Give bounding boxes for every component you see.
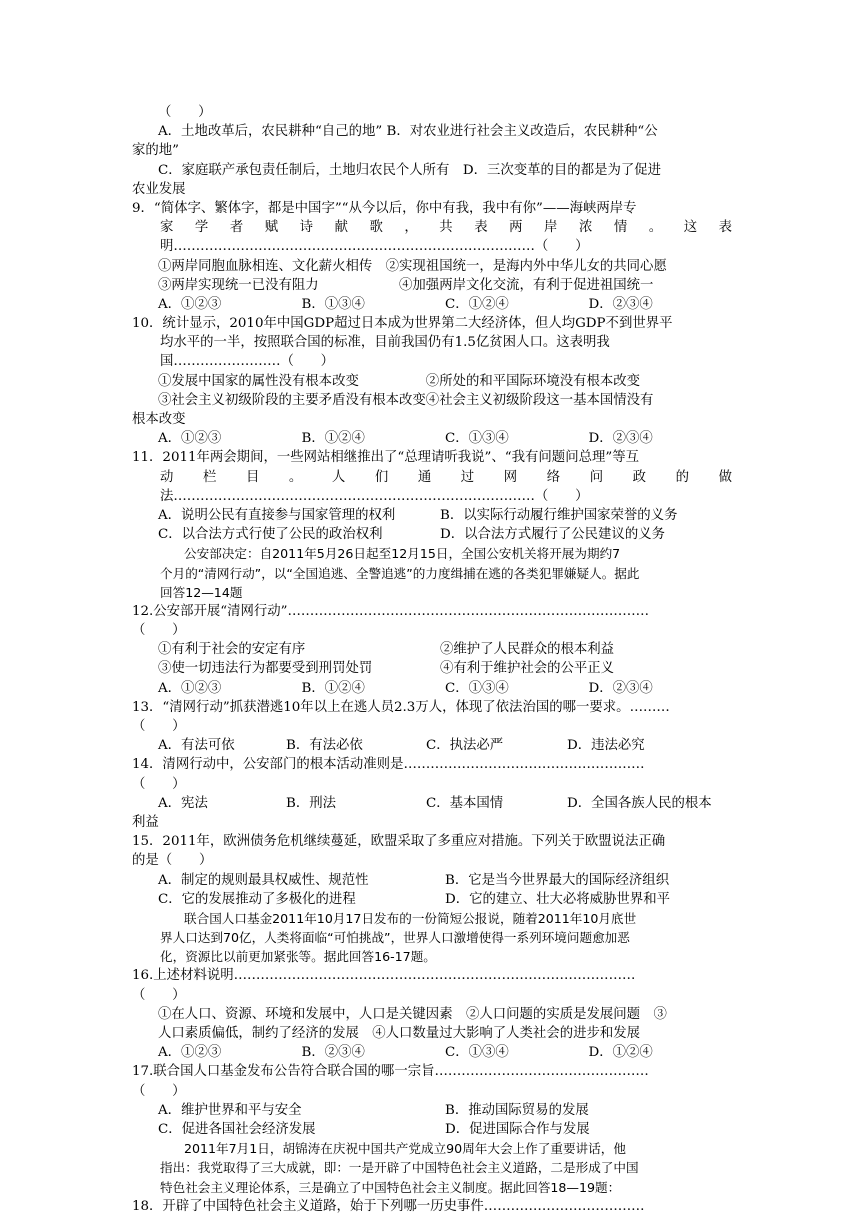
option-l34-3: D．违法必究 bbox=[567, 738, 645, 754]
option-l42-1: D．它的建立、壮大必将威胁世界和平 bbox=[445, 891, 670, 907]
text-line-l27: 12.公安部开展“清网行动”……………………………………………………………………… bbox=[132, 603, 650, 619]
exam-page bbox=[132, 103, 732, 1216]
text-line-l54 bbox=[132, 1120, 732, 1139]
text-line-l57: 特色社会主义理论体系，三是确立了中国特色社会主义制度。据此回答18—19题： bbox=[160, 1179, 621, 1195]
option-l37-1: B．刑法 bbox=[286, 795, 337, 811]
text-line-l46: 16.上述材料说明……………………………………………………………………………… bbox=[132, 968, 636, 984]
text-line-l11 bbox=[132, 295, 732, 314]
option-l11-3: D．②③④ bbox=[588, 296, 653, 312]
text-line-l08: 明………………………………………………………………………（ ） bbox=[160, 239, 589, 255]
option-l29-0: ①有利于社会的安定有序 bbox=[158, 642, 306, 658]
option-l50-0: A．①②③ bbox=[158, 1045, 222, 1061]
option-l11-0: A．①②③ bbox=[158, 296, 222, 312]
text-line-l35: 14．清网行动中，公安部门的根本活动准则是……………………………………………… bbox=[132, 757, 645, 773]
text-line-l44: 界人口达到70亿，人类将面临“可怕挑战”，世界人口激增使得一系列环境问题愈加恶 bbox=[160, 930, 630, 946]
option-l31-2: C．①③④ bbox=[445, 680, 509, 696]
text-line-l58: 18．开辟了中国特色社会主义道路，始于下列哪一历史事件……………………………… bbox=[132, 1198, 645, 1214]
text-line-l26: 回答12—14题 bbox=[160, 584, 243, 600]
text-line-l56: 指出：我党取得了三大成就，即：一是开辟了中国特色社会主义道路，二是形成了中国 bbox=[160, 1160, 639, 1176]
option-l22-0: A．说明公民有直接参与国家管理的权利 bbox=[158, 507, 396, 523]
option-l50-2: C．①③④ bbox=[445, 1045, 509, 1061]
option-l53-0: A．维护世界和平与安全 bbox=[158, 1102, 302, 1118]
text-line-l19: 11．2011年两会期间，一些网站相继推出了“总理请听我说”、“我有问题问总理”等互 bbox=[132, 450, 639, 466]
text-line-l10: ③两岸实现统一已没有阻力 ④加强两岸文化交流，有利于促进祖国统一 bbox=[158, 277, 654, 293]
text-line-l22 bbox=[132, 506, 732, 525]
option-l31-3: D．②③④ bbox=[588, 680, 653, 696]
text-line-l18 bbox=[132, 429, 732, 448]
option-l41-1: B．它是当今世界最大的国际经济组织 bbox=[445, 872, 670, 888]
option-l11-2: C．①②④ bbox=[445, 296, 509, 312]
text-line-l17: 根本改变 bbox=[132, 412, 186, 427]
option-l23-0: C．以合法方式行使了公民的政治权利 bbox=[158, 527, 383, 543]
text-line-l32: 13．“清网行动”抓获潜逃10年以上在逃人员2.3万人，体现了依法治国的哪一要求。……… bbox=[132, 699, 670, 715]
text-line-l06: 9．“简体字、繁体字，都是中国字”“从今以后，你中有我，我中有你”——海峡两岸专 bbox=[132, 200, 637, 216]
text-line-l15: ①发展中国家的属性没有根本改变 ②所处的和平国际环境没有根本改变 bbox=[158, 373, 641, 389]
text-line-l43: 联合国人口基金2011年10月17日发布的一份简短公报说，随着2011年10月底世 bbox=[184, 910, 637, 926]
option-l23-1: D．以合法方式履行了公民建议的义务 bbox=[440, 527, 665, 543]
option-l18-2: C．①③④ bbox=[445, 431, 509, 447]
option-l18-3: D．②③④ bbox=[588, 431, 653, 447]
text-line-l29 bbox=[132, 640, 732, 659]
option-l31-1: B．①②④ bbox=[301, 680, 365, 696]
text-line-l39: 15．2011年，欧洲债务危机继续蔓延，欧盟采取了多重应对措施。下列关于欧盟说法正确 bbox=[132, 834, 666, 850]
text-line-l34 bbox=[132, 736, 732, 755]
text-line-l25: 个月的“清网行动”，以“全国追逃、全警追逃”的力度缉捕在逃的各类犯罪嫌疑人。据此 bbox=[160, 565, 640, 581]
option-l42-0: C．它的发展推动了多极化的进程 bbox=[158, 891, 356, 907]
text-line-l31 bbox=[132, 679, 732, 698]
text-line-l47: （ ） bbox=[132, 987, 186, 1003]
option-l37-0: A．宪法 bbox=[158, 795, 208, 811]
text-line-l09: ①两岸同胞血脉相连、文化薪火相传 ②实现祖国统一，是海内外中华儿女的共同心愿 bbox=[158, 258, 667, 274]
text-line-l05: 农业发展 bbox=[132, 181, 186, 197]
option-l34-0: A．有法可依 bbox=[158, 738, 235, 754]
text-line-l53 bbox=[132, 1101, 732, 1120]
option-l37-2: C．基本国情 bbox=[426, 795, 504, 811]
text-line-l21: 法………………………………………………………………………（ ） bbox=[160, 488, 589, 504]
text-line-l02: A．土地改革后，农民耕种“自己的地” B．对农业进行社会主义改造后，农民耕种“公 bbox=[158, 124, 658, 140]
option-l18-1: B．①②④ bbox=[301, 431, 365, 447]
option-l54-1: D．促进国际合作与发展 bbox=[445, 1121, 590, 1137]
text-line-l07: 家 学 者 赋 诗 献 歌 ， 共 表 两 岸 浓 情 。 这 表 bbox=[160, 220, 732, 236]
text-line-l12: 10．统计显示，2010年中国GDP超过日本成为世界第二大经济体，但人均GDP不到世界平 bbox=[132, 316, 673, 332]
option-l11-1: B．①③④ bbox=[301, 296, 365, 312]
option-l18-0: A．①②③ bbox=[158, 431, 222, 447]
option-l53-1: B．推动国际贸易的发展 bbox=[445, 1102, 589, 1118]
text-line-l03: 家的地” bbox=[132, 143, 180, 159]
text-line-l51: 17.联合国人口基金发布公告符合联合国的哪一宗旨………………………………………… bbox=[132, 1064, 649, 1080]
text-line-l40: 的是（ ） bbox=[132, 853, 213, 869]
text-line-l42 bbox=[132, 890, 732, 909]
text-line-l13: 均水平的一半，按照联合国的标准，目前我国仍有1.5亿贫困人口。这表明我 bbox=[160, 335, 610, 351]
option-l34-1: B．有法必依 bbox=[286, 738, 363, 754]
option-l54-0: C．促进各国社会经济发展 bbox=[158, 1121, 316, 1137]
text-line-l30 bbox=[132, 659, 732, 678]
option-l37-3: D．全国各族人民的根本 bbox=[567, 795, 712, 811]
option-l50-1: B．②③④ bbox=[301, 1045, 365, 1061]
text-line-l33: （ ） bbox=[132, 719, 186, 734]
text-line-l36: （ ） bbox=[132, 776, 186, 792]
text-line-l50 bbox=[132, 1043, 732, 1062]
text-line-l49: 人口素质偏低，制约了经济的发展 ④人口数量过大影响了人类社会的进步和发展 bbox=[158, 1026, 641, 1041]
text-line-l23 bbox=[132, 525, 732, 544]
text-line-l04: C．家庭联产承包责任制后，土地归农民个人所有 D．三次变革的目的都是为了促进 bbox=[158, 162, 662, 178]
option-l30-0: ③使一切违法行为都要受到刑罚处罚 bbox=[158, 661, 373, 677]
option-l30-1: ④有利于维护社会的公平正义 bbox=[440, 661, 615, 677]
text-line-l24: 公安部决定：自2011年5月26日起至12月15日，全国公安机关将开展为期约7 bbox=[184, 546, 621, 562]
text-line-l28: （ ） bbox=[132, 623, 186, 639]
text-line-l48: ①在人口、资源、环境和发展中，人口是关键因素 ②人口问题的实质是发展问题 ③ bbox=[158, 1006, 667, 1022]
text-line-l38: 利益 bbox=[132, 814, 159, 830]
option-l50-3: D．①②④ bbox=[588, 1045, 653, 1061]
text-line-l45: 化，资源比以前更加紧张等。据此回答16-17题。 bbox=[160, 949, 436, 965]
text-line-l20: 动 栏 目 。 人 们 通 过 网 络 问 政 的 做 bbox=[160, 469, 732, 485]
text-line-l01: （ ） bbox=[158, 105, 212, 120]
text-line-l52: （ ） bbox=[132, 1083, 186, 1099]
option-l31-0: A．①②③ bbox=[158, 680, 222, 696]
text-line-l16: ③社会主义初级阶段的主要矛盾没有根本改变④社会主义初级阶段这一基本国情没有 bbox=[158, 392, 654, 408]
option-l29-1: ②维护了人民群众的根本利益 bbox=[440, 642, 615, 658]
option-l34-2: C．执法必严 bbox=[426, 738, 504, 754]
option-l41-0: A．制定的规则最具权威性、规范性 bbox=[158, 872, 369, 888]
text-line-l14: 国……………………（ ） bbox=[160, 354, 335, 370]
text-line-l55: 2011年7月1日，胡锦涛在庆祝中国共产党成立90周年大会上作了重要讲话，他 bbox=[184, 1141, 626, 1157]
option-l22-1: B．以实际行动履行维护国家荣誉的义务 bbox=[440, 507, 678, 523]
text-line-l37 bbox=[132, 794, 732, 813]
text-line-l41 bbox=[132, 871, 732, 890]
